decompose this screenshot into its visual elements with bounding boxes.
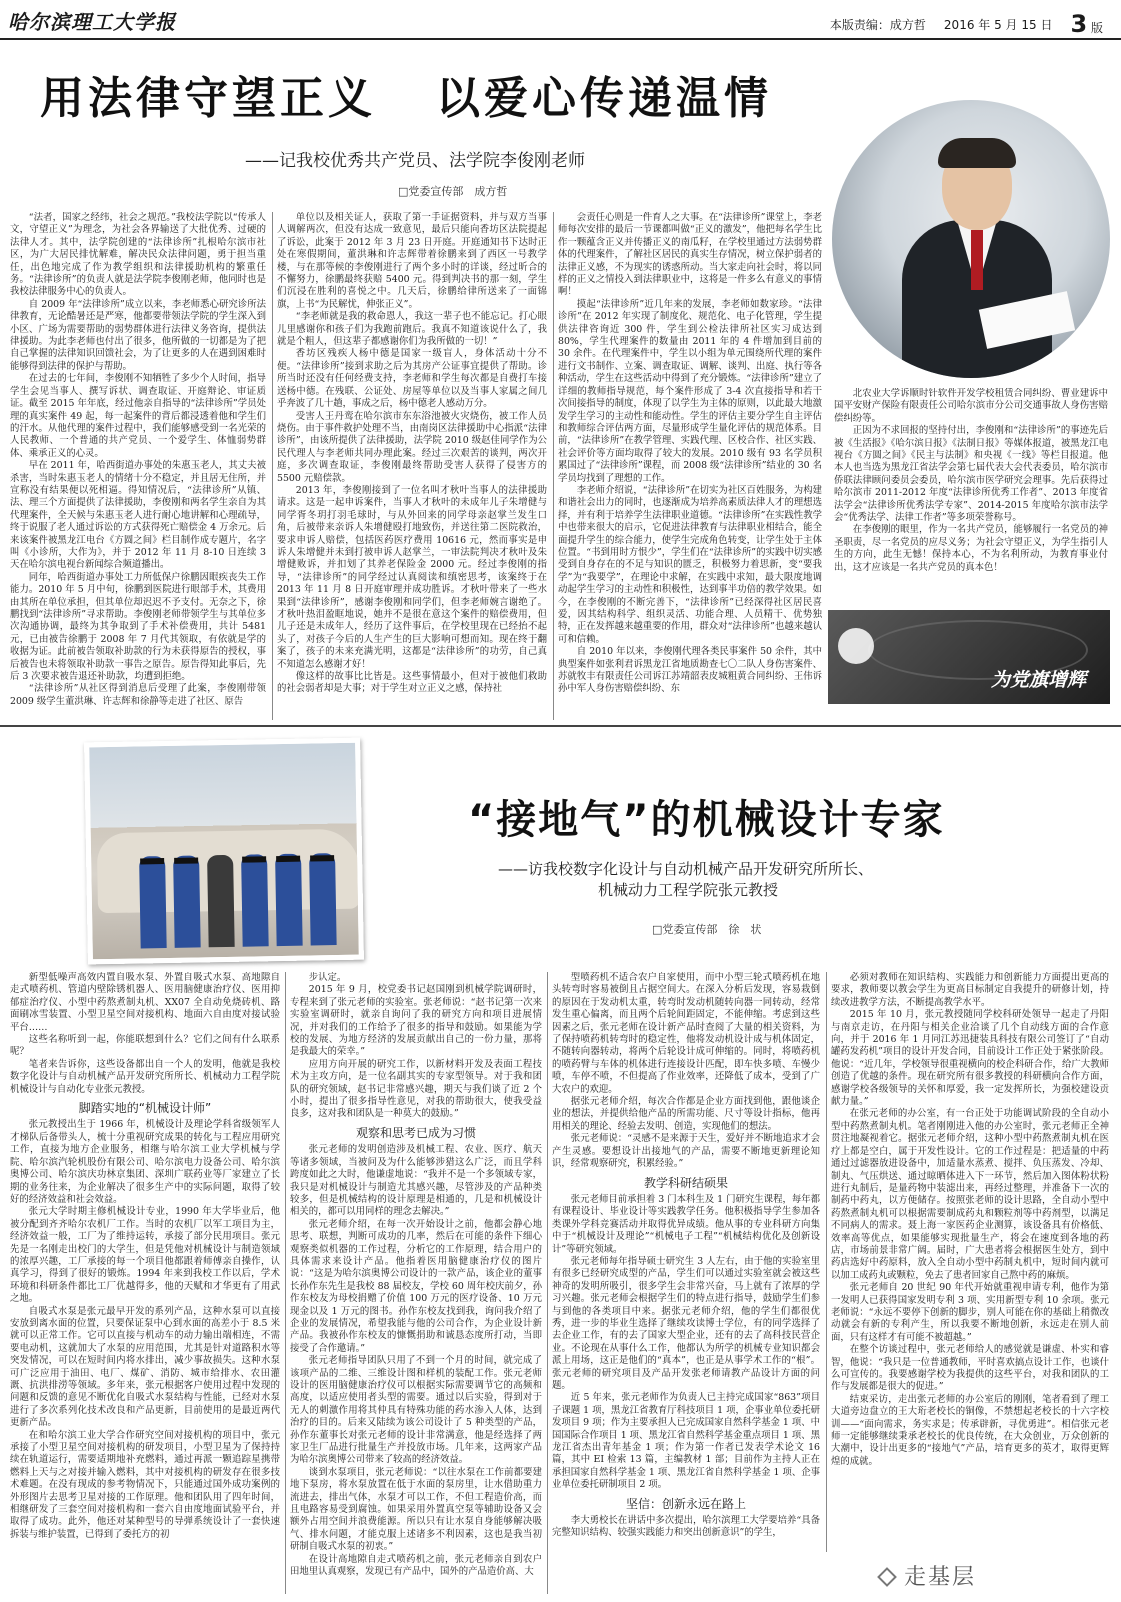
- party-emblem-icon: [838, 628, 874, 664]
- paragraph: 在李俊刚的眼里，作为一名共产党员，能够履行一名党员的神圣职责，尽一名党员的应尽义务；为社会守望正义，为学生指引人生的方向，此生无憾！保持本心，不为名利所动，为教育事业付出，这才应该是一名共产党员的真本色！: [834, 524, 1108, 573]
- article1-column-2: [277, 212, 547, 720]
- paragraph: 自 2009 年“法律诊所”成立以来，李老师悉心研究诊所法律教育，无论酷暑还是严寒，他都要带领法学院的学生深入到小区、广场为需要帮助的弱势群体进行法律义务咨询，提供法律援助。为此李老师也付出了很多，他所做的一切都是为了把自己掌握的法律知识回馈社会，为了让更多的人在遇到困难时能够得到法律的保护与帮助。: [10, 298, 266, 372]
- article1-byline: □党委宣传部 成方哲: [398, 185, 508, 198]
- paragraph: 谈到水泵项目，张元老师说：“以往水泵在工作前都要建地下泵房，将水泵放置在低于水面的泵房里，让水借助重力流进去，排出气体，水泵才可以工作，不但工程造价高，而且电路容易受到腐蚀。如果采用外置真空泵等辅助设备又会额外占用空间并浪费能源。所以只有让水泵自身能够解决吸气、排水问题，才能克服上述诸多不利因素，这也是我当初研制自吸式水泵的初衷。”: [290, 1466, 542, 1553]
- header-rule: [0, 38, 1121, 40]
- paragraph: 自吸式水泵是张元最早开发的系列产品，这种水泵可以直接安放到离水面的位置，只要保证泵中心到水面的高差小于 8.5 米就可以正常工作。它可以直接与机动车的动力输出端相连，不需要电动机，这就加大了水泵的应用范围，尤其是针对道路积水等突发情况，可以在短时间内将水排出，减少事故损失。这种水泵可广泛应用于油田、电厂、煤矿、消防、城市给排水、农田灌溉、抗洪排涝等领域。多年来，张元根据客户使用过程中发现的问题和反馈的意见不断优化自吸式水泵结构与性能，已经对水泵进行了多次系列化技术改良和产品更新，目前使用的是最近两代更新产品。: [10, 1305, 280, 1429]
- paragraph: “法者，国家之经纬，社会之规范。”我校法学院以“传承人文，守望正义”为理念，为社会各界输送了大批优秀、过硬的法律人才。其中，法学院创建的“法律诊所”扎根哈尔滨市社区，为广大居民排忧解难，解决民众法律问题，勇于担当重任，出色地完成了作为教学组织和法律援助机构的繁重任务。“法律诊所”的负责人就是法学院李俊刚老师，他同时也是我校法律服务中心的负责人。: [10, 212, 266, 298]
- paragraph: 在过去的七年间，李俊刚不知牺牲了多少个人时间，指导学生会见当事人、撰写诉状、调查取证、开庭辩论、审证质证。截至 2015 年年底，经过他亲自指导的“法律诊所”学员处理的真实案件 49 起，每一起案件的背后都浸透着他和学生们的汗水。从他代理的案件过程中，我们能够感受到一名光荣的人民教师、一个普通的共产党员、一个爱学生、体恤弱势群体、乘承正义的心灵。: [10, 373, 266, 459]
- paragraph: 张元老师指导团队只用了不到一个月的时间，就完成了该项产品的二维、三维设计图和样机的装配工作。张元老师设计的医用脑健康治疗仪可以根据实际需要调节它的高频和高度，以适应使用者头型的需要。通过以后实验，得到对于无人的刺激作用将其仲具有特殊功能的药水渗入人体，达到治疗的目的。后来又陆续为该公司设计了 5 种类型的产品，孙作东董事长对张元老师的设计非常满意，他是经选择了两家卫生厂品进行批量生产并投放市场。几年来，这两家产品为哈尔滨奥博公司带来了较高的经济效益。: [290, 1355, 542, 1466]
- article1-headline-part1: 用法律守望正义: [40, 73, 376, 124]
- section-heading: 脚踏实地的“机械设计师”: [78, 1101, 212, 1116]
- paragraph: 这些名称听到一起，你能联想到什么？它们之间有什么联系呢？: [10, 1034, 280, 1058]
- paragraph: 应用方向开展的研究工作，以新材料开发及表面工程技术为主攻方向，是一位名副其实的专家型领导。对于我和团队的研究领域，赵书记非常感兴趣，期天与我们谈了近 2 个小时，提出了很多指导性意见，对我的帮助很大，使我受益良多，这对我和团队是一种莫大的鼓励。”: [290, 1058, 542, 1120]
- paragraph: 在和哈尔滨工业大学合作研究空间对接机构的项目中，张元承接了小型卫星空间对接机构的研发项目，小型卫星为了保持持续在轨道运行，需要适期地补充燃料，通过再派一颗追踪星携带燃料上天与之对接并输入燃料，其中对接机构的研发存在很多技术难题。在没有现成的参考物情况下，只能通过国外成功案例的外形图片去思考卫星对接的工作原理。他和团队用了四年时间，相继研发了三套空间对接机构和一套六自由度地面试验平台，并取得了成功。此外，他还对某种型号的导弹系统设计了一套快速拆装与维护装置，已得到了委托方的初: [10, 1429, 280, 1540]
- article2-subtitle: [498, 859, 873, 901]
- issue-date: 2016 年 5 月 15 日: [943, 17, 1053, 32]
- paragraph: 单位以及相关证人，获取了第一手证据资料，并与双方当事人调解两次，但没有达成一致意见，最后只能向香坊区法院提起了诉讼，此案于 2012 年 3 月 23 日开庭。开庭通知书下达时正处在寒假期间，董洪琳和许志辉带着徐鹏来到了西区一号教学楼，与在那等候的李俊刚进行了两个多小时的详谈，经过昕合的不懈努力，徐鹏最终获赔 5400 元。得到判决书的那一刻，学生们沉浸在胜利的喜悦之中。几天后，徐鹏给律所送来了一面锦旗，上书“为民解忧，伸张正义”。: [277, 212, 547, 310]
- paragraph: 早在 2011 年，哈西街道办事处的朱惠玉老人，其丈夫被杀害，当时朱惠玉老人的情绪十分不稳定，并且居无住所，并宣称没有结果便以死相逼。得知情况后，“法律诊所”从镇、法、理三个方面提供了法律援助，李俊刚和两名学生亲自为其代理案件，全天候与朱惠玉老人进行耐心地讲解和心理疏导，终于说服了老人通过诉讼的方式获得死亡赔偿金 4 万余元。后来该案件被黑龙江电台《方圆之间》栏目制作成专题片，名字叫《小诊所，大作为》，并于 2012 年 11 月 8-10 日连续 3 天在哈尔滨电视台新闻综合频道播出。: [10, 460, 266, 571]
- paragraph: 同年，哈西街道办事处工力所低保户徐鹏因眼疾丧失工作能力。2010 年 5 月中旬，徐鹏到医院进行眼部手术，其费用由其所在单位承担，但其单位却迟迟不予支付。无奈之下，徐鹏找到“法律诊所”寻求帮助。李俊刚老师带领学生与其单位多次沟通协调，最终为其争取到了手术补偿费用，共计 5481 元，已由被告徐鹏于 2008 年 7 月代其领取，有依就是学的收据为证。此前被告领取补助款的行为未获得原告的授权，事后被告也未将领取补助款一事告之原告。原告得知此事后，先后 3 次要求被告退还补助款，均遭到拒绝。: [10, 571, 266, 683]
- paragraph: 正因为不求回报的坚持付出，李俊刚和“法律诊所”的事迹先后被《生活报》《哈尔滨日报》《法制日报》等媒体报道，被黑龙江电视台《方圆之间》《民主与法制》和央视《一线》等栏目报道。他本人也当选为黑龙江省法学会第七届代表大会代表委员，哈尔滨市侨联法律顾问委员会委员，哈尔滨市医学研究会理事。先后获得过哈尔滨市 2011-2012 年度“法律诊所优秀工作者”、2013 年度省法学会“法律诊所优秀法学专家”、2014-2015 年度哈尔滨市法学会“优秀法学、法律工作者”等多项荣誉称号。: [834, 425, 1108, 524]
- paragraph: 自 2010 年以来，李俊刚代理各类民事案件 50 余件，其中典型案件如张利君诉黑龙江省地质勘查七〇二队人身伤害案件、苏就牧丰有限责任公司诉江苏靖韶表皮城粗黄合同纠纷、王伟诉孙中军人身伤害赔偿纠纷、东: [558, 646, 822, 695]
- diamond-icon: [877, 1567, 897, 1587]
- paragraph: 结束采访，走出张元老师的办公室后的刚刚，笔者看到了理工大道旁边盘立的王大珩老校长的铜像，不禁想起老校长的十六字校训——“面向需求，务实求是；传承辟新，寻优勇进”。相信张元老师一定能够继续秉承老校长的优良传统，在大众创业，万众创新的大潮中，设计出更多的“接地气”产品，培育更多的英才，取得更辉煌的成就。: [831, 1393, 1109, 1467]
- header-info: [830, 10, 1103, 38]
- article1-subtitle: ——记我校优秀共产党员、法学院李俊刚老师: [245, 151, 585, 171]
- paragraph: 张元老师说：“灵感不是来源于天生，爱好并不断地追求才会产生灵感。要想设计出接地气的产品，需要不断地更新理论知识，经常观察研究，积累经验。”: [552, 1133, 820, 1170]
- paragraph: 张元教授出生于 1966 年，机械设计及理论学科省级领军人才梯队后备带头人，梳十分重视研究成果的转化与工程应用研究工作，直接为地方企业服务，相继与哈尔滨工业大学机械与学院、哈尔滨汽轮机股份有限公司、哈尔滨电力设备公司、哈尔滨奥博公司、哈尔滨庆功林京集团、深圳广联药业等厂家建立了长期的业务往来，为企业解决了很多生产中的实际问题，取得了较好的经济效益和社会效益。: [10, 1119, 280, 1205]
- portrait-photo: [832, 100, 1110, 378]
- paragraph: 在设计高地隙自走式喷药机之前，张元老师亲自到农户田地里认真观察，发现已有产品中，国外的产品造价高、大: [290, 1553, 542, 1578]
- page-suffix: 版: [1090, 21, 1103, 35]
- paragraph: 张元老师介绍，在每一次开始设计之前，他都会静心地思考、联想，判断可成功的几率，然后在可能的条件下细心观察类似机器的工作过程，分析它的工作原理，结合用户的具体需求来设计产品。他指着医用脑健康治疗仪的图片说：“这是为哈尔滨奥博公司设计的一款产品，该企业的董事长孙作东先生是我校 88 届校友，学校 60 周年校庆前夕，孙作东校友为母校捐赠了价值 100 万元的医疗设备、10 万元现金以及 1 万元的图书。孙作东校友找到我，询问我介绍了企业的发展情况，希望我能与他的公司合作，为企业设计新产品。我被孙作东校友的慷慨捐助和诚恳态度所打动，当即接受了合作邀请。”: [290, 1218, 542, 1354]
- paragraph: 型喷药机不适合农户自家使用，而中小型三轮式喷药机在地头转弯时容易被倒且占据空间大。在深入分析后发现，容易栽倒的原因在于发动机太重，转弯时发动机随转向器一同转动，经常发生重心偏离，而且两个后轮间距固定，不能伸缩。考虑到这些因素之后，张元老师在设计新产品时查阅了大量的相关资料，为了保持喷药机转弯时的稳定性，他将发动机设计成与机体固定，不随转向器转动，将两个后轮设计成可伸缩的。同时，将喷药机的喷药臂与车体的机体进行连接设计匹配，即车快多喷、车慢少喷，车停不喷，不但提高了作业效率，还降低了成本，受到了广大农户的欢迎。: [552, 972, 820, 1095]
- article1-column-3: [558, 212, 822, 720]
- article1-column-1: [10, 212, 266, 720]
- section-heading: 教学科研结硕果: [643, 1175, 728, 1190]
- article2-column-3: [552, 972, 820, 1594]
- paragraph: 张元老师自 20 世纪 90 年代开始就重视申请专利，他作为第一发明人已获得国家发明专利 3 项、实用新型专利 10 余项。张元老师说：“永远不要停下创新的脚步，别人可能在你的基础上稍微改动就会有新的专利产生，所以我要不断地创新，永远走在别人前面，只有这样才有可能不被超越。”: [831, 1282, 1109, 1343]
- paragraph: 步认定。: [308, 972, 347, 983]
- paragraph: 会责任心则是一件育人之大事。在“法律诊所”课堂上，李老师每次安排的最后一节课都叫做“正义的激发”，他把每名学生比作一颗蕴含正义并传播正义的南瓜籽，在学校里通过方法弱势群体的代理案件，了解社区居民的真实生存情况，树立保护弱者的法律正义感，不为现实的诱惑所动。当大家走向社会时，将以同样的正义之情投入到法律职业中，这将是一件多么有意义的事情啊！: [558, 212, 822, 298]
- paragraph: 在整个访谈过程中，张元老师给人的感觉就是谦虚、朴实和睿智，他说：“我只是一位普通教师，平时喜欢搞点设计工作，也谈什么可宣传的。我要感谢学校为我提供的这些平台，对我和团队的工作与发展都是很大的促进。”: [831, 1344, 1109, 1393]
- paragraph: 2015 年 9 月，校党委书记赵国刚到机械学院调研时，专程来到了张元老师的实验室。张老师说：“赵书记第一次来实验室调研时，就亲自询问了我的研究方向和项目进展情况，并对我们的工作给予了很多的指导和鼓励。如果能为学校的发展、为地方经济的发展贡献出自己的一份力量，那将是我最大的荣幸。”: [290, 984, 542, 1058]
- column-tag-label: 走基层: [904, 1565, 977, 1590]
- paragraph: 2015 年 10 月，张元教授随同学校科研处领导一起走了丹阳与南京走访，在丹阳与相关企业洽谈了几个自动线方面的合作意向，并于 2016 年 1 月同江苏迅捷装具科技有限公司签订了“自动罐药发药机”项目的设计开发合同，目前设计工作正处于紧张阶段。他说：“近几年，学校领导很重视横向的校企科研合作，给广大教师创造了优越的条件。现在研究所有很多教授的科研横向合作方面，感谢学校各级领导的关怀和厚爱，我一定发挥所长，为强校建设贡献力量。”: [831, 1009, 1109, 1108]
- newspaper-masthead: 哈尔滨理工大学报: [8, 10, 176, 34]
- article1-headline-part2: 以爱心传递温情: [436, 73, 772, 124]
- party-flag-banner: [828, 610, 1110, 704]
- paragraph: 摸起“法律诊所”近几年来的发展，李老师如数家珍。“法律诊所”在 2012 年实现了制度化、规范化、电子化管理，学生提供法律咨询近 300 件，学生到公检法律所社区实习成达到 80%，学生代理案件的数量由 2011 年的 4 件增加到目前的 30 余件。在代理案件中，学生以小组为单元围绕所代理的案件进行文书制作、立案、调查取证、调解、谈判、出庭、执行等各种活动，学生在这些活动中得到了充分锻炼。“法律诊所”建立了详细的教师指导规范，每个案件形成了 3-4 次直接指导和若干次间接指导的制度，体现了以学生为主体的原则，以此最大地激发学生学习的主动性和能动性。学生的评估主要分学生自主评估和教师综合评估两方面，尽量形成学生量化评估的规范体系。目前，“法律诊所”在教学管理、实践代理、区校合作、社区实践、社会评价等方面均取得了较大的发展。2010 级有 93 名学员积累国过了“法律诊所”课程，而 2008 级“法律诊所”结业的 30 名学员均找到了理想的工作。: [558, 298, 822, 484]
- article2-headline: “接地气”的机械设计专家: [468, 797, 945, 843]
- paragraph: 新型低噪声高效内置自吸水泵、外置自吸式水泵、高地隙自走式喷药机、管道内壁除锈机器人、医用脑健康治疗仪、医用抑郁症治疗仪、小型中药熬煮制丸机、XX07 全自动免烧砖机、路面刷冰雪装置、小型卫星空间对接机构、地面六自由度对接试验平台……: [10, 972, 280, 1033]
- paragraph: 张元老师每年指导硕士研究生 3 人左右，由于他的实验室里有很多已经研究成型的产品，学生们可以通过实验室就会被这些神奇的发明所吸引，很多学生会非常兴奋，马上就有了浓厚的学习兴趣。张元老师会根据学生们的特点进行指导，鼓励学生们参与到他的各类项目中来。据张元老师介绍，他的学生们都很优秀，进一步的毕业生选择了继续攻读博士学位，有的同学选择了去企业工作，有的去了国家大型企业，还有的去了高科技民营企业。不论现在从事什么工作，他都认为所学的机械专业知识都会派上用场，这正是他们的“真本”，也正是从事学术工作的“根”。张元老师的研究项目及产品开发张老师请教产品设计方面的问题。: [552, 1255, 820, 1391]
- paragraph: 香坊区残疾人杨中德是国家一级盲人，身体活动十分不便。“法律诊所”接到求助之后为其房产公证事宜提供了帮助。诊所当时还没有任何经费支持，李老师和学生每次都是自费打车接送杨中德。在残联、公证处、房屋等单位以及当事人家属之间几乎奔波了几十趟，事成之后，杨中德老人感动万分。: [277, 348, 547, 410]
- article1-headline: [40, 62, 772, 126]
- paragraph: 笔者来告诉你，这些设备都出自一个人的发明，他就是我校数字化设计与自动机械产品开发研究所所长、机械动力工程学院机械设计与自动化专业张元教授。: [10, 1058, 280, 1095]
- page-number: 3: [1070, 10, 1088, 38]
- paragraph: 李老师介绍说，“法律诊所”在切实为社区百姓服务，为构建和谐社会出力的同时，也逐渐成为培养高素质法律人才的理想选择，并有利于培养学生法律职业道德。“法律诊所”在实践性教学中也带来很大的启示，它促进法律教育与法律职业相结合，能全面提升学生的综合能力，使学生完成角色转变，让学生处于主体位置。“书到用时方恨少”，学生们在“法律诊所”的实践中切实感受到自身存在的不足与知识的匮乏，积极努力着思新，变“要我学”为“我要学”，在理论中求解，在实践中求知，最大限度地调动起学生学习的主动性和积极性，达到事半功倍的教学效果。如今，在李俊刚的不断完善下，“法律诊所”已经深得社区居民喜爱，因其结构科学、组织灵活、功能合理、人员精干、优势独特，正在发挥越来越重要的作用，群众对“法律诊所”也越来越认可和信赖。: [558, 484, 822, 645]
- paragraph: 近 5 年来，张元老师作为负责人已主持完成国家“863”项目子课题 1 项，黑龙江省教育厅科技项目 1 项，企事业单位委托研发项目 9 项；作为主要承担人已完成国家自然科学基金 1 项、中国国际合作项目 1 项、黑龙江省自然科学基金重点项目 1 项、黑龙江省杰出青年基金 1 项；作为第一作者已发表学术论文 16 篇，其中 EI 检索 13 篇，主编教材 1 部；目前作为主持人正在承担国家自然科学基金 1 项、黑龙江省自然科学基金 1 项、企事业单位委托研制项目 2 项。: [552, 1392, 820, 1491]
- banner-label: 为党旗增辉: [990, 669, 1086, 691]
- article2-byline: □党委宣传部 徐 状: [652, 923, 762, 936]
- graduation-group-photo: [84, 738, 364, 965]
- article2-subtitle-line1: ——访我校数字化设计与自动机械产品开发研究所所长、: [498, 860, 874, 878]
- section-heading: 坚信：创新永远在路上: [625, 1496, 746, 1511]
- paragraph: 北农业大学诉顺时针软件开发学校租赁合同纠纷、曹业建诉中国平安财产保险有限责任公司哈尔滨市分公司交通事故人身伤害赔偿纠纷等。: [834, 388, 1108, 424]
- paragraph: “法律诊所”从社区得到消息后受理了此案，李俊刚带领 2009 级学生董洪琳、许志辉和徐静等走进了社区、原告: [10, 683, 266, 707]
- paragraph: 像这样的故事比比皆是。这些事情最小，但对于被他们救助的社会弱者却是大事；对于学生对立正义之感，保持社: [277, 671, 547, 695]
- paragraph: 必须对教师在知识结构、实践能力和创新能力方面提出更高的要求，教师要以教会学生为更高目标制定自我提升的研修计划，持续改进教学方法，不断提高教学水平。: [831, 972, 1109, 1008]
- article2-column-4: [831, 972, 1109, 1550]
- paragraph: 在张元老师的办公室，有一台正处于功能调试阶段的全自动小型中药熬煮制丸机。笔者刚刚进入他的办公室时，张元老师正全神贯注地凝视着它。据张元老师介绍，这种小型中药熬煮制丸机在医疗上都是空白，属于开发性设计。它的工作过程是：把适量的中药通过过滤器放进设备中，加适量水蒸煮、搅拌、负压蒸发、冷却、制丸、气压烘送、通过晾晒体进入下一环节，然后加入图体粉状粉进行丸制后，是量药物中装滤出来，再经过整理，并准备下一次的制药中药丸，以方便储存。按照张老师的设计思路，全自动小型中药熬煮制丸机可以根据需要制成药丸和颗粒剂等中药剂型，以满足不同病人的需求。聂上海一家医药企业测算，该设备具有价格低、效率高等优点，如果能够实现批量生产，将会在速度到各地的药店，市场前景非常广阔。届时，广大患者将会根据医生处方，到中药店选好中药原料，放入全自动小型中药制丸机中，短时间内就可以加工成药丸或颗粒，免去了患者回家自己熬中药的麻烦。: [831, 1108, 1109, 1281]
- section-divider: [0, 725, 1121, 727]
- paragraph: 张元大学时期主修机械设计专业，1990 年大学毕业后，他被分配到齐齐哈尔农机厂工作。当时的农机厂以军工项目为主，经济效益一般，工厂为了维持运转，承接了部分民用项目。张元先是一名刚走出校门的大学生，但是凭他对机械设计与制造领域的浓厚兴趣，工厂承接的每一个项目他都跟着师傅亲自操作，认真学习，得到了很好的锻炼。1994 年来到我校工作以后，学术环境和科研条件都比工厂优越得多，他的天赋和才华更有了用武之地。: [10, 1206, 280, 1305]
- column-tag: [880, 1560, 976, 1591]
- article2-subtitle-line2: 机械动力工程学院张元教授: [598, 881, 779, 899]
- article2-column-2: [290, 972, 542, 1594]
- page-number-wrap: [1070, 10, 1103, 38]
- paragraph: 2013 年，李俊刚接到了一位名叫才秋叶当事人的法律援助请求。这是一起申诉案件，当事人才秋叶的未成年儿子朱增健与同学胥冬玥打羽毛球时，与从外回来的同学母亲赵掌兰发生口角，后被带来亲诉人朱增健殴打地致伤，并送往第二医院救治，要求申诉人赔偿，包括医药医疗费用 10616 元，然而事实是申诉人朱增健并未到打被申诉人赵掌兰，一审法院判决才秋叶及朱增健败诉，并扣划了其养老保险金 2000 元。经过李俊刚的指导，“法律诊所”的同学经过认真阅读和缜密思考，该案终于在 2013 年 11 月 8 日开庭审理并成功胜诉。才秋叶带来了一些水果到“法律诊所”，感谢李俊刚和同学们，但李老师婉言谢绝了。才秋叶热泪盈眶地说，她并不是很在意这个案件的赔偿费用，但儿子还是未成年人，经历了这件事后，在学校里现在已经抬不起头了，对孩子今后的人生产生的巨大影响可想而知。现在终于翻案了，孩子的未来充满光明，这都是“法律诊所”的功劳，自己真不知道怎么感谢才好！: [277, 484, 547, 670]
- article2-column-1: [10, 972, 280, 1594]
- paragraph: 张元老师的发明创造涉及机械工程、农业、医疗、航天等诸多领域，当被问及为什么能够涉猎这么广泛，而且学科跨度如此之大时，他谦虚地说：“我并不是一个多领域专家，我只是对机械设计与制造尤其感兴趣，尽管涉及的产品种类较多，但是机械结构的设计原理是相通的，几是和机械设计相关的，都可以用同样的理念去解决。”: [290, 1144, 542, 1218]
- paragraph: 受害人王丹鸾在哈尔滨市东东浴池被火灾烧伤，被工作人员烧伤。由于事件救护处理不当，由南岗区法律援助中心指派“法律诊所”，由该所提供了法律援助，法学院 2010 级赵佳同学作为公民代理人与李老师共同办理此案。经过三次艰苦的谈判，两次开庭，多次调查取证，李俊刚最终帮助受害人获得了侵害方的 5500 元赔偿款。: [277, 410, 547, 484]
- article1-column-4: [834, 388, 1108, 588]
- paragraph: 据张元老师介绍，每次合作都是企业方面找到他，跟他谈企业的想法，并提供给他产品的所需功能、尺寸等设计指标，他再用相关的理论、经验去发明、创造，实现他们的想法。: [552, 1096, 820, 1132]
- page-editor: 本版责编：成方哲: [829, 17, 926, 32]
- paragraph: 李大勇校长在讲话中多次提出，哈尔滨理工大学要培养“具备完整知识结构、较强实践能力和突出创新意识”的学生，: [552, 1515, 820, 1539]
- paragraph: 张元老师目前承担着 3 门本科生及 1 门研究生课程，每年都有课程设计、毕业设计等实践教学任务。他积极指导学生参加各类课外学科竞赛活动并取得优异成绩。他从事的专业科研方向集中于“机械设计及理论”“机械电子工程”“机械结构优化及创新设计”等研究领域。: [552, 1193, 820, 1255]
- paragraph: “李老师就是我的救命恩人，我这一辈子也不能忘记。打心眼儿里感谢你和孩子们为我跑前跑后。我真不知道该说什么了，我就是个粗人，但这辈子都感谢你们为我所做的一切！”: [277, 311, 547, 348]
- section-heading: 观察和思考已成为习惯: [355, 1125, 476, 1140]
